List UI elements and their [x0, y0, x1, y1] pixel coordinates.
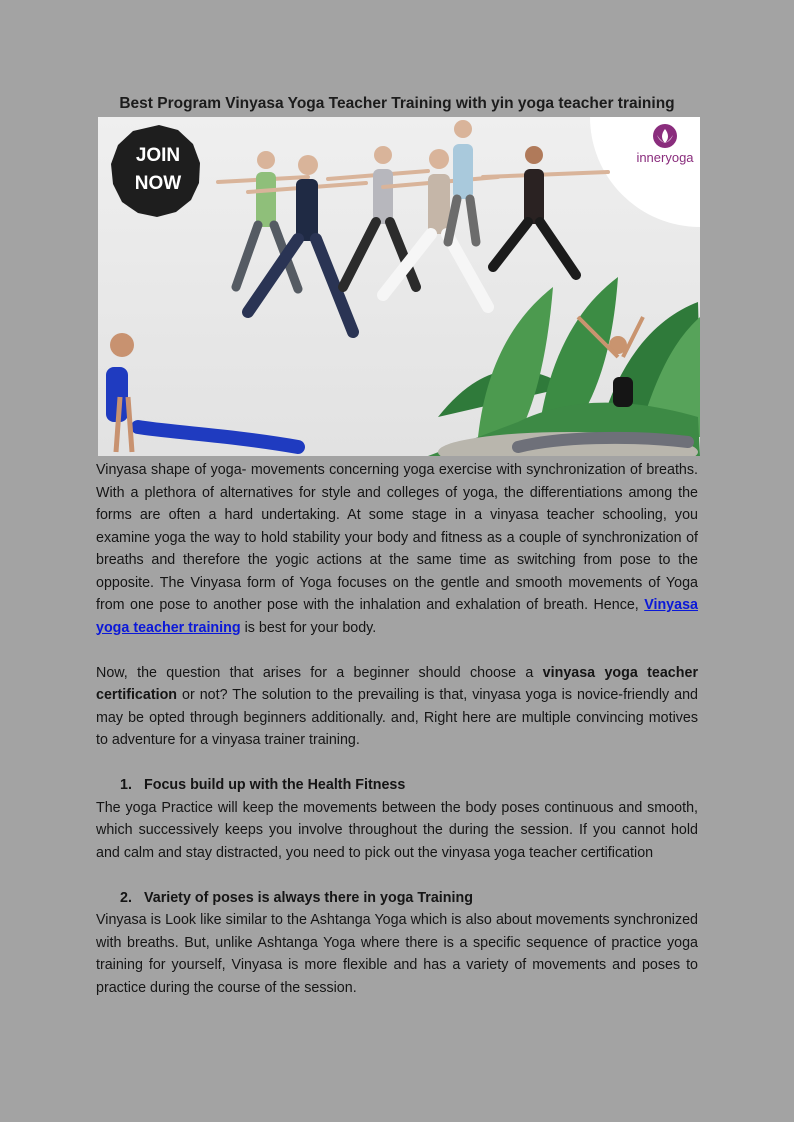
paragraph-2-text-before: Now, the question that arises for a beginner should choose a	[96, 664, 543, 681]
list-item-heading-text: Focus build up with the Health Fitness	[144, 777, 406, 793]
hero-image	[98, 117, 700, 456]
logo-text: inneryoga	[636, 150, 694, 165]
list-item-number: 1.	[120, 777, 132, 793]
paragraph-1-text: Vinyasa shape of yoga- movements concerning yoga exercise with synchronization of breaths. With a plethora of alternatives for style and colleges of yoga, the differentiations among the forms are often a hard undertaking. At some stage in a vinyasa teacher schooling, you examine yoga the way to hold stability your body and fitness as a couple of synchronization of breaths and therefore the yogic actions at the same time as switching from pose to the opposite. The Vinyasa form of Yoga focuses on the gentle and smooth movements of Yoga from one pose to another pose with the inhalation and exhalation of breath. Hence,	[96, 462, 698, 613]
article-body	[96, 459, 698, 999]
list-item-heading-text: Variety of poses is always there in yoga Training	[144, 889, 473, 906]
page-title: Best Program Vinyasa Yoga Teacher Training with yin yoga teacher training	[119, 95, 675, 112]
badge-line-1: JOIN	[135, 145, 181, 166]
list-item-body: The yoga Practice will keep the movements between the body poses continuous and smooth, which successively keeps you involve throughout the during the session. If you cannot hold and calm and stay distracted, you need to pick out the vinyasa yoga teacher certification	[96, 799, 698, 861]
list-item-heading	[96, 774, 698, 797]
list-item-body: Vinyasa is Look like similar to the Ashtanga Yoga which is also about movements synchronized with breaths. But, unlike Ashtanga Yoga where there is a specific sequence of practice yoga training for yourself, Vinyasa is more flexible and has a variety of movements and poses to practice during the course of the session.	[96, 912, 698, 996]
paragraph-1	[96, 459, 698, 639]
paragraph-2-text-after: or not? The solution to the prevailing is that, vinyasa yoga is novice-friendly and may be opted through beginners additionally. and, Right here are multiple convincing motives to adventure for a vinyasa trainer training.	[96, 687, 698, 748]
paragraph-2	[96, 662, 698, 752]
hero-illustration	[98, 117, 700, 456]
badge-line-2: NOW	[134, 173, 182, 194]
list-item-heading	[96, 887, 698, 910]
paragraph-1-after-link: is best for your body.	[240, 619, 377, 636]
vinyasa-training-link[interactable]: Vinyasa yoga teacher training	[96, 597, 698, 636]
paragraph-2-bold: vinyasa yoga teacher certification	[96, 664, 699, 703]
list-item-number: 2.	[120, 889, 132, 906]
